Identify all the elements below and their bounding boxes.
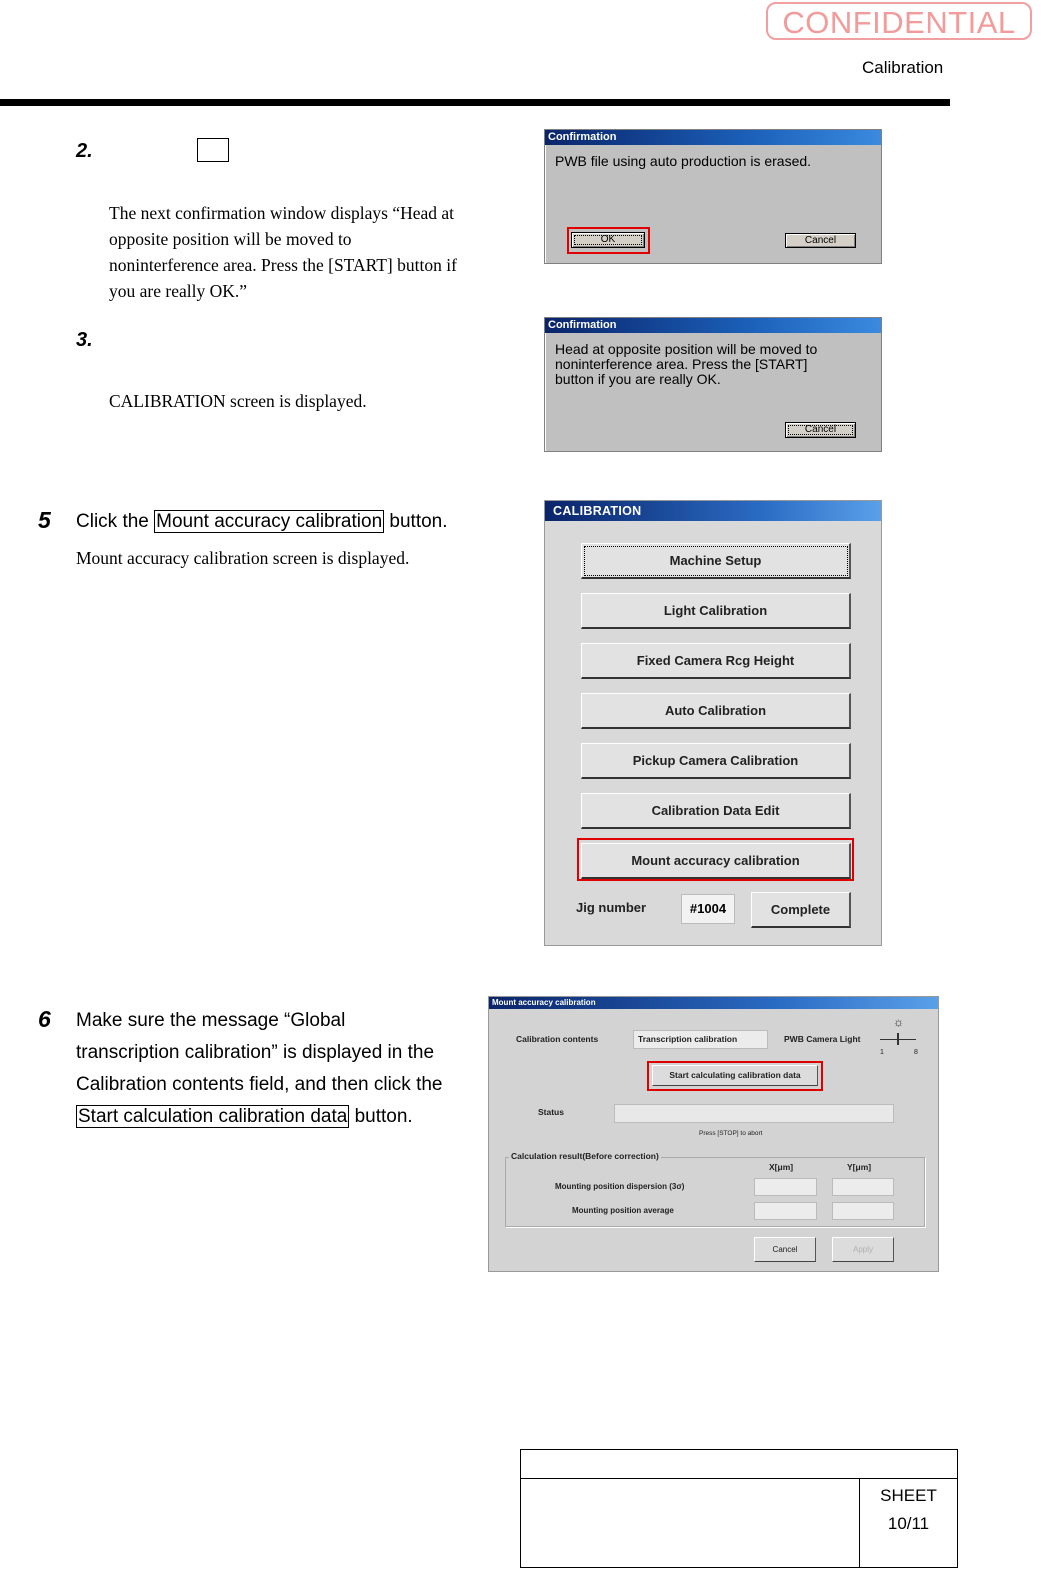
calibration-contents-field: Transcription calibration xyxy=(633,1030,768,1049)
step-3-description: CALIBRATION screen is displayed. xyxy=(109,391,367,411)
step-3-number: 3. xyxy=(76,329,93,351)
auto-calibration-button[interactable]: Auto Calibration xyxy=(581,693,851,729)
brightness-icon: ☼ xyxy=(893,1015,904,1029)
section-title: Calibration xyxy=(862,58,944,77)
calibration-window xyxy=(544,500,882,946)
calibration-contents-label: Calibration contents xyxy=(516,1034,599,1044)
dialog-message-line: Head at opposite position will be moved to xyxy=(555,341,818,357)
sheet-number: 10/11 xyxy=(887,1514,930,1533)
dispersion-label: Mounting position dispersion (3σ) xyxy=(555,1182,685,1191)
calibration-data-edit-button[interactable]: Calibration Data Edit xyxy=(581,793,851,829)
step-6-suffix: button. xyxy=(354,1106,413,1127)
step-2-description xyxy=(109,200,489,304)
step-5-number: 5 xyxy=(38,507,51,533)
step-2-line: The next confirmation window displays “Head at xyxy=(109,203,455,223)
step-5-prefix: Click the xyxy=(76,511,149,532)
light-calibration-button[interactable]: Light Calibration xyxy=(581,593,851,629)
slider-max-label: 8 xyxy=(914,1049,918,1056)
sheet-label: SHEET xyxy=(880,1486,937,1505)
dialog-message: PWB file using auto production is erased. xyxy=(555,153,812,169)
step-5-button-ref: Mount accuracy calibration xyxy=(156,511,383,532)
confirmation-dialog-erase xyxy=(544,129,882,264)
average-label: Mounting position average xyxy=(572,1206,674,1215)
dispersion-x-field xyxy=(754,1178,817,1196)
average-x-field xyxy=(754,1202,817,1220)
apply-button[interactable]: Apply xyxy=(832,1237,894,1262)
step-5-description: Mount accuracy calibration screen is displayed. xyxy=(76,548,410,568)
dialog-title: Confirmation xyxy=(545,130,881,145)
cancel-button[interactable]: Cancel xyxy=(785,422,856,438)
cancel-button[interactable]: Cancel xyxy=(785,233,856,248)
step-6-number: 6 xyxy=(38,1006,51,1032)
complete-button[interactable]: Complete xyxy=(751,892,851,928)
step-2-line: noninterference area. Press the [START] button if xyxy=(109,255,457,275)
cancel-button[interactable]: Cancel xyxy=(754,1237,816,1262)
stop-hint: Press [STOP] to abort xyxy=(699,1130,763,1137)
light-slider-thumb[interactable] xyxy=(897,1033,899,1045)
fixed-camera-rcg-height-button[interactable]: Fixed Camera Rcg Height xyxy=(581,643,851,679)
step-6-button-ref: Start calculation calibration data xyxy=(78,1106,348,1127)
step-6-line: Calibration contents field, and then click the xyxy=(76,1074,443,1095)
dialog-message xyxy=(545,333,881,396)
mount-accuracy-window xyxy=(488,996,939,1272)
step-2-number: 2. xyxy=(76,140,93,162)
status-field xyxy=(614,1104,894,1123)
step-5-instruction xyxy=(76,506,448,538)
step-6-line xyxy=(76,1101,476,1133)
pwb-camera-light-label: PWB Camera Light xyxy=(784,1034,861,1044)
footer-table xyxy=(520,1449,958,1568)
jig-number-field[interactable]: #1004 xyxy=(681,894,735,924)
start-calculating-button[interactable]: Start calculating calibration data xyxy=(652,1065,818,1086)
jig-number-label: Jig number xyxy=(576,900,647,915)
step-2-line: opposite position will be moved to xyxy=(109,229,352,249)
y-column-header: Y[μm] xyxy=(847,1162,872,1172)
status-label: Status xyxy=(538,1107,564,1117)
average-y-field xyxy=(832,1202,894,1220)
confirmation-dialog-head-move xyxy=(544,317,882,452)
mount-accuracy-title: Mount accuracy calibration xyxy=(489,997,938,1009)
calibration-title: CALIBRATION xyxy=(545,501,881,521)
calculation-result-label: Calculation result(Before correction) xyxy=(511,1151,659,1161)
footer-top-row xyxy=(521,1450,957,1479)
x-column-header: X[μm] xyxy=(769,1162,794,1172)
slider-min-label: 1 xyxy=(880,1049,884,1056)
dialog-message-line: noninterference area. Press the [START] xyxy=(555,356,808,372)
pickup-camera-calibration-button[interactable]: Pickup Camera Calibration xyxy=(581,743,851,779)
ok-button[interactable]: OK xyxy=(571,232,645,248)
mount-accuracy-calibration-button[interactable]: Mount accuracy calibration xyxy=(581,843,851,879)
step-6-instruction xyxy=(76,1005,476,1133)
step-6-line: transcription calibration” is displayed in the xyxy=(76,1042,435,1063)
machine-setup-button[interactable]: Machine Setup xyxy=(581,543,851,579)
sheet-cell xyxy=(859,1478,957,1567)
dialog-message-line: button if you are really OK. xyxy=(555,371,721,387)
dialog-title: Confirmation xyxy=(545,318,881,333)
step-2-line: you are really OK.” xyxy=(109,281,247,301)
dispersion-y-field xyxy=(832,1178,894,1196)
step-2-button-ref-box xyxy=(197,138,229,162)
header-rule xyxy=(0,99,950,106)
confidential-stamp: CONFIDENTIAL xyxy=(766,2,1032,40)
step-5-suffix: button. xyxy=(389,511,448,532)
step-6-line: Make sure the message “Global xyxy=(76,1010,346,1031)
